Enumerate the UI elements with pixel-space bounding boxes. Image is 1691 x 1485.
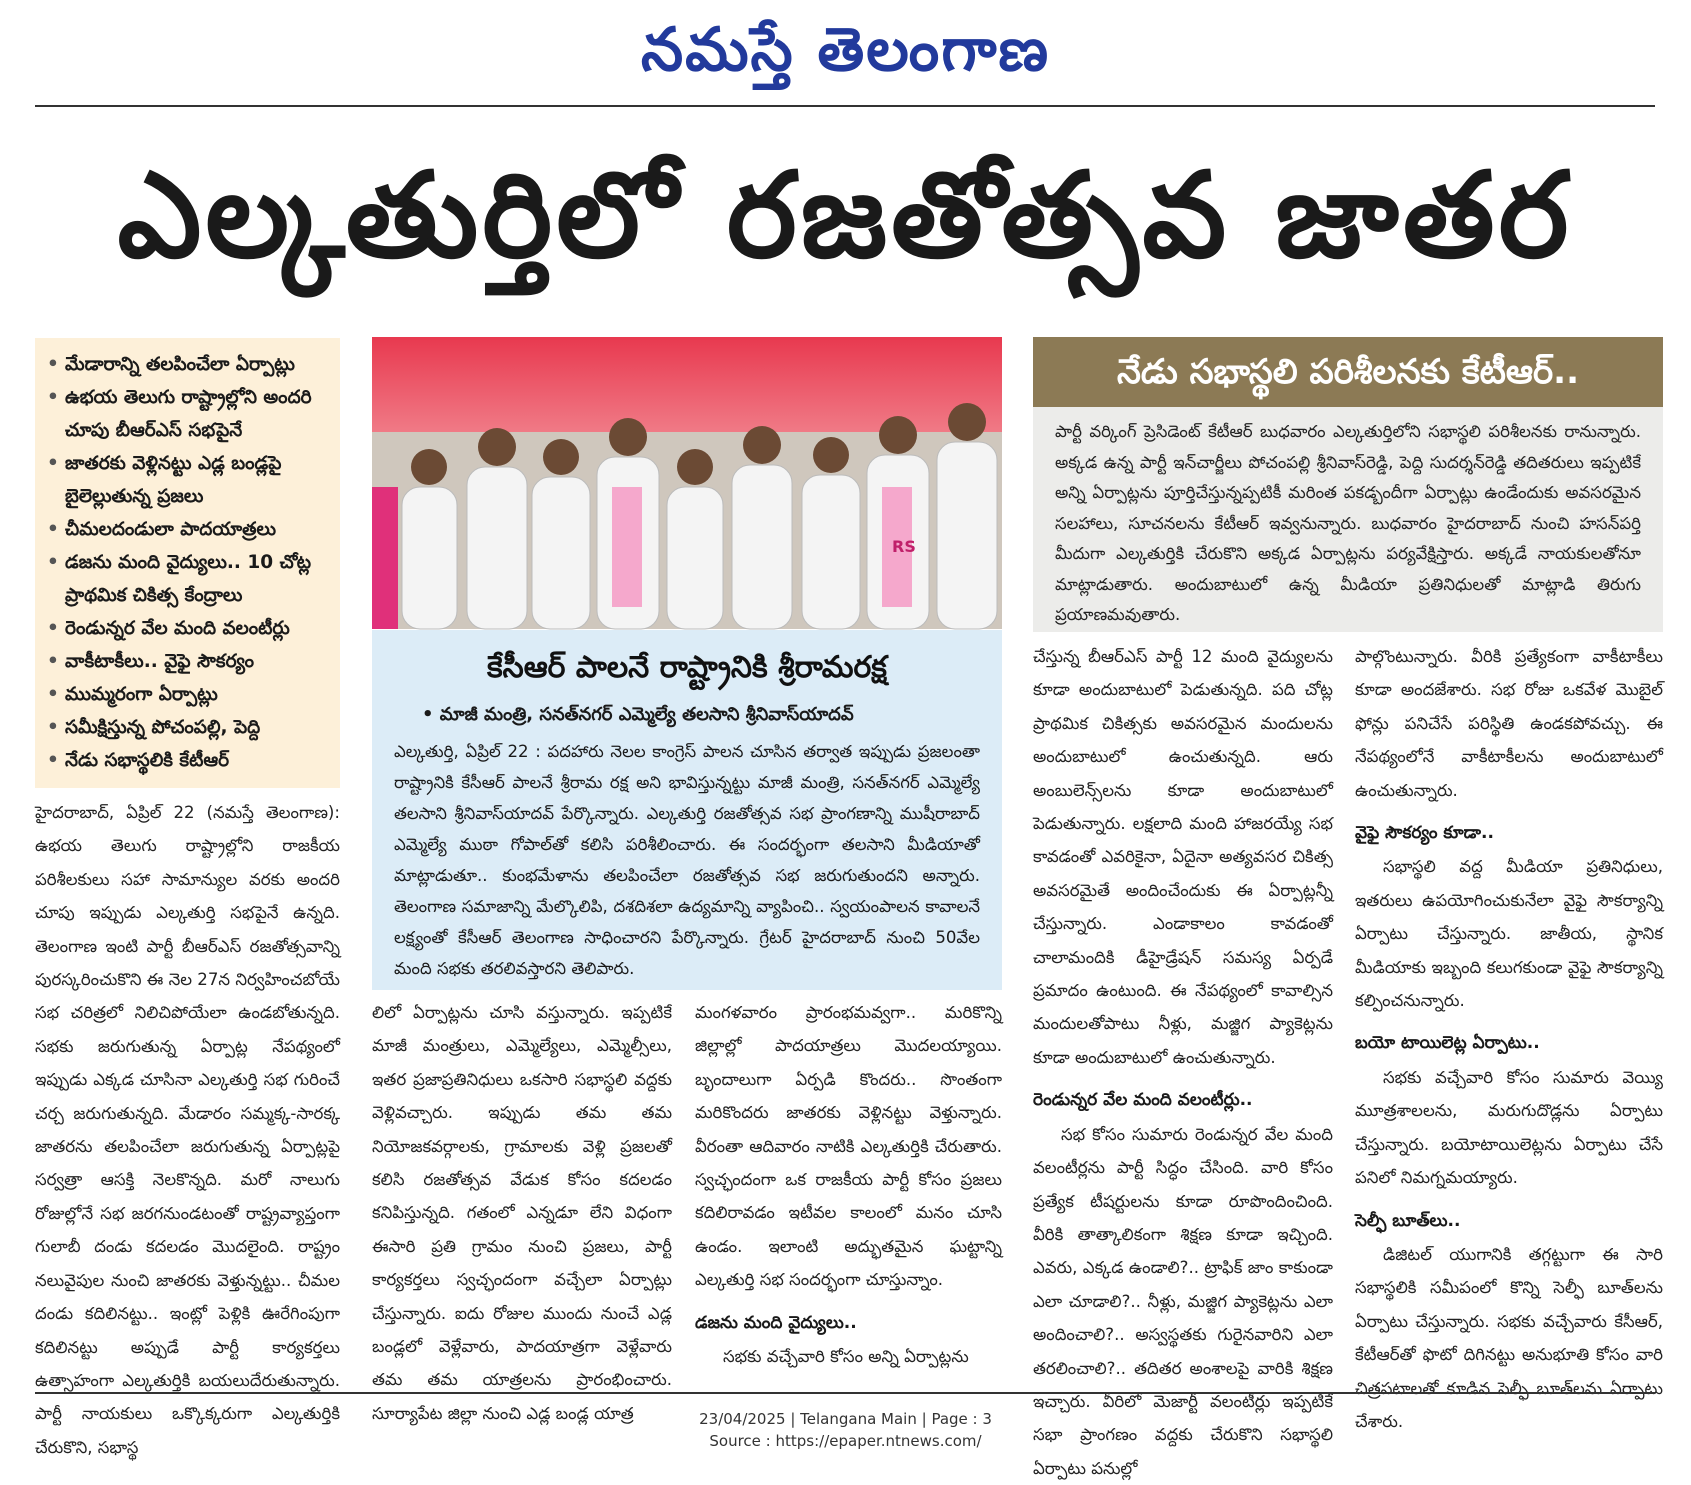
quote-box-body: ఎల్కతుర్తి, ఏప్రిల్‌ 22 : పదహారు నెలల కాంగ్రెస్‌ పాలన చూసిన తర్వాత ఇప్పుడు ప్రజలంతా రాష్ట్రానికి కేసీఆర్‌ పాలనే శ్రీరామ రక్ష అని భావిస్తున్నట్టు మాజీ మంత్రి, సనత్‌నగర్‌ ఎమ్మెల్యే తలసాని శ్రీనివాస్‌యాదవ్‌ పేర్కొన్నారు. ఎల్కతుర్తి రజతోత్సవ సభ ప్రాంగణాన్ని ముషీరాబాద్‌ ఎమ్మెల్యే ముఠా గోపాల్‌తో కలిసి పరిశీలించారు. ఈ సందర్భంగా తలసాని మీడియాతో మాట్లాడుతూ.. కుంభమేళాను తలపించేలా రజతోత్సవ సభ జరుగుతుందని అన్నారు. తెలంగాణ సమాజాన్ని మేల్కొలిపి, దశదిశలా ఉద్యమాన్ని వ్యాపించి.. స్వయంపాలన కావాలనే లక్ష్యంతో కేసీఆర్‌ తెలంగాణ సాధించారని పేర్కొన్నారు. గ్రేటర్‌ హైదరాబాద్‌ నుంచి 50వేల మంది సభకు తరలివస్తారని తెలిపారు. (394, 742, 980, 978)
highlight-item: • నేడు సభాస్థలికి కేటీఆర్ (45, 744, 334, 777)
highlight-item: • ఉభయ తెలుగు రాష్ట్రాల్లోని అందరి చూపు బీఆర్ఎస్ సభపైనే (45, 381, 334, 447)
article-column-3-tail: సభకు వచ్చేవారి కోసం అన్ని ఏర్పాట్లను (723, 1347, 969, 1367)
quote-box-heading: కేసీఆర్‌ పాలనే రాష్ట్రానికి శ్రీరామరక్ష (487, 650, 887, 685)
subhead-bio-toilets: బయో టాయిలెట్ల ఏర్పాటు.. (1355, 1033, 1540, 1054)
page-footer (0, 1408, 1691, 1452)
ktr-box-heading: నేడు సభాస్థలి పరిశీలనకు కేటీఆర్‌.. (1033, 337, 1663, 407)
highlight-item: • జాతరకు వెళ్లినట్టు ఎడ్ల బండ్లపై బైలెల్లుతున్న ప్రజలు (45, 447, 334, 513)
photo-illustration (372, 337, 1002, 629)
article-column-5 (1033, 640, 1333, 1478)
highlight-item: • మేడారాన్ని తలపించేలా ఏర్పాట్లు (45, 348, 334, 381)
subhead-doctors: డజను మంది వైద్యులు.. (695, 1312, 857, 1333)
article-column-5-text: చేస్తున్న బీఆర్‌ఎస్‌ పార్టీ 12 మంది వైద్యులను కూడా అందుబాటులో పెడుతున్నది. పది చోట్ల ప్రాథమిక చికిత్సకు అవసరమైన మందులను అందుబాటులో ఉంచుతున్నది. ఆరు అంబులెన్స్‌లను కూడా అందుబాటులో పెడుతున్నారు. లక్షలాది మంది హాజరయ్యే సభ కావడంతో ఎవరికైనా, ఏదైనా అత్యవసర చికిత్స అవసరమైతే అందించేందుకు ఈ ఏర్పాట్లన్నీ చేస్తున్నారు. ఎండాకాలం కావడంతో చాలామందికి డీహైడ్రేషన్‌ సమస్య ఏర్పడే ప్రమాదం ఉంటుంది. ఈ నేపథ్యంలో కావాల్సిన మందులతోపాటు నీళ్లు, మజ్జిగ ప్యాకెట్లను కూడా అందుబాటులో ఉంచుతున్నారు. (1033, 647, 1333, 1067)
highlight-item: • వాకీటాకీలు.. వైఫై సౌకర్యం (45, 645, 334, 678)
article-column-6-text-2: సభాస్థలి వద్ద మీడియా ప్రతినిధులు, ఇతరులు ఉపయోగించుకునేలా వైఫై సౌకర్యాన్ని ఏర్పాటు చేస్తున్నారు. జాతీయ, స్థానిక మీడియాకు ఇబ్బంది కలుగకుండా వైఫై సౌకర్యాన్ని కల్పించనున్నారు. (1355, 857, 1663, 1011)
highlight-item: • సమీక్షిస్తున్న పోచంపల్లి, పెద్ది (45, 711, 334, 744)
article-column-6-text-3: సభకు వచ్చేవారి కోసం సుమారు వెయ్యి మూత్రశాలలను, మరుగుదొడ్లను ఏర్పాటు చేస్తున్నారు. బయోటాయిలెట్లను ఏర్పాటు చేసే పనిలో నిమగ్నమయ్యారు. (1355, 1067, 1663, 1188)
footer-source-line: Source : https://epaper.ntnews.com/ (709, 1432, 982, 1450)
footer-date-line: 23/04/2025 | Telangana Main | Page : 3 (699, 1410, 992, 1428)
news-photo (372, 337, 1002, 629)
highlight-item: • చీమలదండులా పాదయాత్రలు (45, 513, 334, 546)
article-column-3-text: మంగళవారం ప్రారంభమవ్వగా.. మరికొన్ని జిల్లాల్లో పాదయాత్రలు మొదలయ్యాయి. బృందాలుగా ఏర్పడి కొందరు.. సొంతంగా మరికొందరు జాతరకు వెళ్లినట్టు వెళ్తున్నారు. వీరంతా ఆదివారం నాటికి ఎల్కతుర్తికి చేరుతారు. స్వచ్ఛందంగా ఒక రాజకీయ పార్టీ కోసం ప్రజలు కదిలిరావడం ఇటీవల కాలంలో మనం చూసి ఉండం. ఇలాంటి అద్భుతమైన ఘట్టాన్ని ఎల్కతుర్తి సభ సందర్భంగా చూస్తున్నాం. (695, 1003, 1002, 1290)
highlight-item: • ముమ్మరంగా ఏర్పాట్లు (45, 678, 334, 711)
article-column-5-text-2: సభ కోసం సుమారు రెండున్నర వేల మంది వలంటీర్లను పార్టీ సిద్ధం చేసింది. వారి కోసం ప్రత్యేక టీషర్టులను కూడా రూపొందించింది. వీరికి తాత్కాలికంగా శిక్షణ కూడా ఇచ్చింది. ఎవరు, ఎక్కడ ఉండాలి?.. ట్రాఫిక్‌ జాం కాకుండా ఎలా చూడాలి?.. నీళ్లు, మజ్జిగ ప్యాకెట్లను ఎలా అందించాలి?.. అస్వస్థతకు గురైనవారిని ఎలా తరలించాలి?.. తదితర అంశాలపై వారికి శిక్షణ ఇచ్చారు. వీరిలో మెజార్టీ వలంటీర్లు ఇప్పటికే సభా ప్రాంగణం వద్దకు చేరుకొని సభాస్థలి ఏర్పాటు పనుల్లో (1033, 1124, 1333, 1478)
highlights-box (35, 338, 340, 788)
masthead-logo: నమస్తే తెలంగాణ (640, 15, 1051, 85)
article-column-1: హైదరాబాద్‌, ఏప్రిల్‌ 22 (నమస్తే తెలంగాణ): ఉభయ తెలుగు రాష్ట్రాల్లోని రాజకీయ పరిశీలకులు సహా సామాన్యుల వరకు అందరి చూపు ఇప్పుడు ఎల్కతుర్తి సభపైనే ఉన్నది. తెలంగాణ ఇంటి పార్టీ బీఆర్‌ఎస్‌ రజతోత్సవాన్ని పురస్కరించుకొని ఈ నెల 27న నిర్వహించబోయే సభ చరిత్రలో నిలిచిపోయేలా ఉండబోతున్నది. సభకు జరుగుతున్న ఏర్పాట్ల నేపథ్యంలో ఇప్పుడు ఎక్కడ చూసినా ఎల్కతుర్తి సభ గురించే చర్చ జరుగుతున్నది. మేడారం సమ్మక్క-సారక్క జాతరను తలపించేలా జరుగుతున్న ఏర్పాట్లపై సర్వత్రా ఆసక్తి నెలకొన్నది. మరో నాలుగు రోజుల్లోనే సభ జరగనుండటంతో రాష్ట్రవ్యాప్తంగా గులాబీ దండు కదలడం మొదలైంది. రాష్ట్రం నలువైపుల నుంచి జాతరకు వెళ్తున్నట్టు.. చీమల దండు కదిలినట్టు.. ఇంట్లో పెళ్లికి ఊరేగింపుగా కదిలినట్టు అప్పుడే పార్టీ కార్యకర్తలు ఉత్సాహంగా ఎల్కతుర్తికి బయలుదేరుతున్నారు. పార్టీ నాయకులు ఒక్కొక్కరుగా ఎల్కతుర్తికి చేరుకొని, సభాస్థ (35, 803, 340, 1457)
ktr-box-body: పార్టీ వర్కింగ్‌ ప్రెసిడెంట్‌ కేటీఆర్‌ బుధవారం ఎల్కతుర్తిలోని సభాస్థలి పరిశీలనకు రానున్నారు. అక్కడ ఉన్న పార్టీ ఇన్‌చార్జీలు పోచంపల్లి శ్రీనివాస్‌రెడ్డి, పెద్ది సుదర్శన్‌రెడ్డి తదితరులు ఇప్పటికే అన్ని ఏర్పాట్లను పూర్తిచేస్తున్నప్పటికీ మరింత పకడ్బందీగా ఏర్పాట్లు ఉండేందుకు అవసరమైన సలహాలు, సూచనలను కేటీఆర్‌ ఇవ్వనున్నారు. బుధవారం హైదరాబాద్‌ నుంచి హసన్‌పర్తి మీదుగా ఎల్కతుర్తికి చేరుకొని అక్కడ ఏర్పాట్లను పర్యవేక్షిస్తారు. అక్కడే నాయకులతోనూ మాట్లాడుతారు. అందుబాటులో ఉన్న మీడియా ప్రతినిధులతో మాట్లాడి తిరుగు ప్రయాణమవుతారు. (1055, 422, 1641, 624)
highlight-item: • డజను మంది వైద్యులు.. 10 చోట్ల ప్రాథమిక చికిత్స కేంద్రాలు (45, 546, 334, 612)
highlights-list (45, 348, 334, 777)
ktr-box (1033, 407, 1663, 632)
subhead-volunteers: రెండున్నర వేల మంది వలంటీర్లు.. (1033, 1090, 1253, 1111)
photo-badge: RS (892, 537, 916, 556)
article-column-6-text: పాల్గొంటున్నారు. వీరికి ప్రత్యేకంగా వాకీటాకీలు కూడా అందజేశారు. సభ రోజు ఒకవేళ మొబైల్‌ ఫోన్లు పనిచేసే పరిస్థితి ఉండకపోవచ్చు. ఈ నేపథ్యంలోనే వాకీటాకీలను అందుబాటులో ఉంచుతున్నారు. (1355, 647, 1663, 800)
subhead-wifi: వైఫై సౌకర్యం కూడా.. (1355, 823, 1494, 844)
highlight-item: • రెండున్నర వేల మంది వలంటీర్లు (45, 612, 334, 645)
article-column-6 (1355, 640, 1663, 1431)
main-headline: ఎల్కతుర్తిలో రజతోత్సవ జాతర (117, 146, 1573, 284)
article-column-3 (695, 996, 1002, 1376)
quote-box-byline: • మాజీ మంత్రి, సనత్‌నగర్‌ ఎమ్మెల్యే తలసాని శ్రీనివాస్‌యాదవ్‌ (422, 700, 980, 730)
bottom-divider (35, 1392, 1655, 1394)
top-divider (35, 105, 1655, 107)
quote-box (372, 630, 1002, 990)
article-column-6-text-4: డిజిటల్‌ యుగానికి తగ్గట్టుగా ఈ సారి సభాస్థలికి సమీపంలో కొన్ని సెల్ఫీ బూత్‌లను ఏర్పాటు చేస్తున్నారు. సభకు వచ్చేవారు కేసీఆర్‌, కేటీఆర్‌తో ఫొటో దిగినట్టు అనుభూతి కోసం వారి చిత్రపటాలతో కూడిన సెల్ఫీ బూత్‌లను ఏర్పాటు చేశారు. (1355, 1244, 1663, 1431)
article-column-2: లిలో ఏర్పాట్లను చూసి వస్తున్నారు. ఇప్పటికే మాజీ మంత్రులు, ఎమ్మెల్యేలు, ఎమ్మెల్సీలు, ఇతర ప్రజాప్రతినిధులు ఒకసారి సభాస్థలి వద్దకు వెళ్లివచ్చారు. ఇప్పుడు తమ తమ నియోజకవర్గాలకు, గ్రామాలకు వెళ్లి ప్రజలతో కలిసి రజతోత్సవ వేడుక కోసం కదలడం కనిపిస్తున్నది. గతంలో ఎన్నడూ లేని విధంగా ఈసారి ప్రతి గ్రామం నుంచి ప్రజలు, పార్టీ కార్యకర్తలు స్వచ్ఛందంగా వచ్చేలా ఏర్పాట్లు చేస్తున్నారు. ఐదు రోజుల ముందు నుంచే ఎడ్ల బండ్లలో వెళ్లేవారు, పాదయాత్రగా వెళ్లేవారు తమ తమ యాత్రలను ప్రారంభించారు. సూర్యాపేట జిల్లా నుంచి ఎడ్ల బండ్ల యాత్ర (372, 1003, 672, 1423)
subhead-selfie-booths: సెల్ఫీ బూత్‌లు.. (1355, 1210, 1461, 1231)
